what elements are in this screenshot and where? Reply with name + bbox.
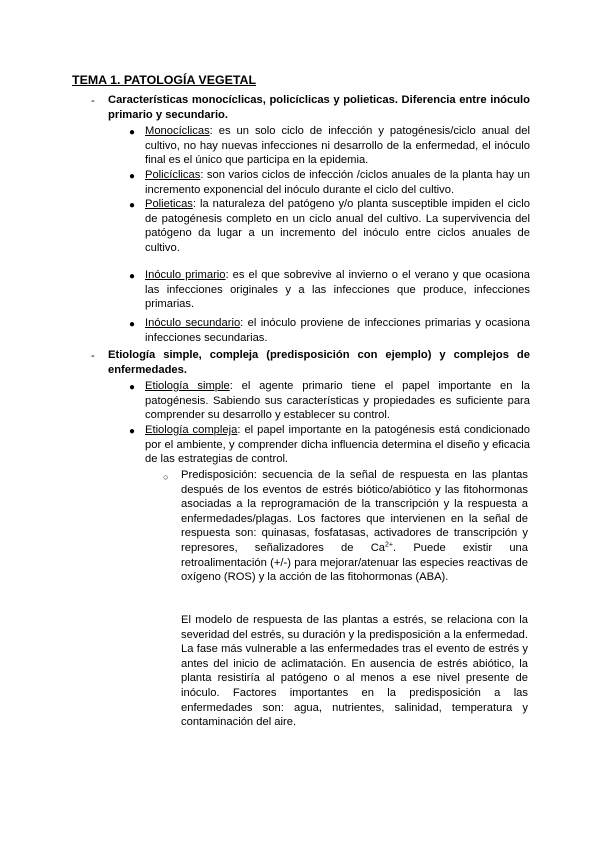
term: Policíclicas [145,169,201,181]
bullet-icon: ● [129,319,136,330]
definition: : el inóculo proviene de infecciones primarias y ocasiona infecciones secundarias. [145,317,530,344]
bullet-icon: ● [129,382,136,393]
definition: : es un solo ciclo de infección y patogénesis/ciclo anual del cultivo, no hay nuevas infecciones ni desarrollo de la enfermedad, el inóculo final es el único que participa en la epidemia. [145,125,530,167]
bullet-icon: ● [129,200,136,211]
section-heading-2: Etiología simple, compleja (predisposición con ejemplo) y complejos de enfermedades. [108,349,530,376]
definition: : el papel importante en la patogénesis está condicionado por el ambiente, y comprender dicha influencia determina el diseño y eficacia de las estrategias de control. [145,424,531,466]
list-item-inoculo-primario [145,268,530,312]
bullet-icon: ● [129,127,136,138]
definition: : el agente primario tiene el papel importante en la patogénesis. Sabiendo sus características y propiedades es suficiente para comprender su desarrollo y establecer su control. [145,380,530,422]
sub-text: Predisposición: secuencia de la señal de respuesta en las plantas después de los eventos de estrés biótico/abiótico y las fitohormonas asociadas a la reprogramación de la transcripción y la respuesta a enfermedades/plagas. Los factores que intervienen en la señal de respuesta son: quinasas, fosfatasas, activadores de transcripción y represores, señalizadores de Ca [181,469,528,554]
section-dash: - [91,350,95,362]
definition: : la naturaleza del patógeno y/o planta susceptible impiden el ciclo de patogénesis completo en un ciclo anual del cultivo. La supervivencia del patógeno da lugar a un incremento del inóculo entre ciclos anuales de cultivo. [145,198,530,254]
sub-text-end: . Puede existir una retroalimentación (+/-) para mejorar/atenuar las especies reactivas de oxígeno (ROS) y la acción de las fitohormonas (ABA). [181,541,528,584]
list-item-policiclicas [145,168,530,197]
paragraph-modelo-respuesta: El modelo de respuesta de las plantas a estrés, se relaciona con la severidad del estrés, su duración y la predisposición a la enfermedad. La fase más vulnerable a las enfermedades tras el evento de estrés y antes del inicio de aclimatación. En ausencia de estrés abiótico, la planta resistiría al patógeno o al menos a ese nivel presente de inóculo. Factores importantes en la predisposición a las enfermedades son: agua, nutrientes, salinidad, temperatura y contaminación del aire. [181,614,528,729]
section-heading-1: Características monocíclicas, policíclicas y polieticas. Diferencia entre inóculo primario y secundario. [108,94,530,121]
bullet-icon: ● [129,271,136,282]
list-item-inoculo-secundario [145,316,530,345]
term: Inóculo secundario [145,317,241,329]
term: Etiología simple [145,380,230,392]
list-item-monociclicas [145,124,530,168]
term: Inóculo primario [145,269,226,281]
list-item-polieticas [145,197,530,255]
list-item-etiologia-simple [145,379,530,423]
definition: : son varios ciclos de infección /ciclos anuales de la planta hay un incremento exponencial del inóculo durante el ciclo del cultivo. [145,169,530,196]
term: Monocíclicas [145,125,210,137]
superscript: 2+ [385,541,393,549]
document-title: TEMA 1. PATOLOGÍA VEGETAL [72,73,257,87]
bullet-icon: ● [129,426,136,437]
circle-bullet-icon: ○ [163,472,169,482]
term: Etiología compleja [145,424,238,436]
section-dash: - [91,95,95,107]
sub-item-predisposicion [181,468,528,585]
list-item-etiologia-compleja [145,423,530,467]
term: Polieticas [145,198,193,210]
definition: : es el que sobrevive al invierno o el verano y que ocasiona las infecciones originales y a las infecciones que produce, infecciones primarias. [145,269,531,311]
bullet-icon: ● [129,171,136,182]
